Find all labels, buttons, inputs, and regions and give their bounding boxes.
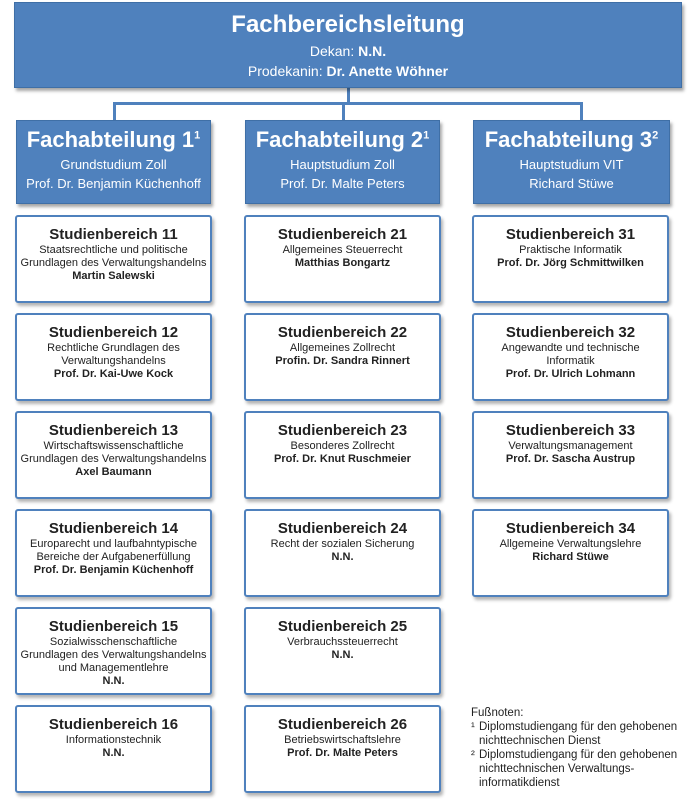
- footnote-mark: 2: [652, 129, 659, 142]
- department-2-box: [245, 120, 440, 204]
- study-area-31: [472, 215, 669, 303]
- study-area-head: Matthias Bongartz: [294, 257, 391, 269]
- department-subtitle: Hauptstudium Zoll: [290, 157, 395, 172]
- study-area-22: [244, 313, 441, 401]
- department-title-text: Fachabteilung 3: [484, 127, 653, 152]
- study-area-title: Studienbereich 24: [277, 520, 408, 537]
- study-area-title: Studienbereich 15: [48, 618, 179, 635]
- description-line: Informationstechnik: [65, 734, 162, 746]
- study-area-head: Prof. Dr. Malte Peters: [287, 747, 398, 759]
- study-area-21: [244, 215, 441, 303]
- connector-horizontal: [113, 102, 583, 105]
- footnote-1: [471, 720, 697, 748]
- study-area-title: Studienbereich 25: [277, 618, 408, 635]
- study-area-title: Studienbereich 16: [48, 716, 179, 733]
- description-line: Verbrauchssteuerrecht: [287, 636, 398, 648]
- study-area-head: Prof. Dr. Kai-Uwe Kock: [53, 368, 174, 380]
- description-line: Allgemeines Zollrecht: [289, 342, 396, 354]
- study-area-25: [244, 607, 441, 695]
- description-line: Betriebswirtschaftslehre: [284, 734, 401, 746]
- study-area-15: [15, 607, 212, 695]
- department-subtitle: Hauptstudium VIT: [519, 157, 624, 172]
- study-area-title: Studienbereich 23: [277, 422, 408, 439]
- description-line: Rechtliche Grundlagen des: [47, 342, 180, 354]
- department-3-box: [473, 120, 670, 204]
- description-line: Besonderes Zollrecht: [290, 440, 395, 452]
- department-title-text: Fachabteilung 2: [255, 127, 424, 152]
- study-area-description: [246, 734, 439, 747]
- study-area-16: [15, 705, 212, 793]
- description-line: Verwaltungshandelns: [61, 355, 166, 367]
- study-area-head: Prof. Dr. Knut Ruschmeier: [274, 453, 411, 465]
- vice-dean-name: Dr. Anette Wöhner: [326, 63, 449, 79]
- study-area-head: N.N.: [331, 551, 354, 563]
- study-area-34: [472, 509, 669, 597]
- study-area-title: Studienbereich 26: [277, 716, 408, 733]
- study-area-description: [17, 244, 210, 270]
- department-subtitle: Grundstudium Zoll: [60, 157, 167, 172]
- footnote-text: Diplomstudiengang für den gehobenen nichttechnischen Verwaltungs-informatikdienst: [479, 749, 678, 789]
- study-area-description: [246, 538, 439, 551]
- department-title-text: Fachabteilung 1: [26, 127, 195, 152]
- study-area-14: [15, 509, 212, 597]
- footnote-mark: ²: [471, 749, 475, 761]
- footnote-text: Diplomstudiengang für den gehobenen nichttechnischen Dienst: [479, 721, 678, 747]
- study-area-description: [474, 244, 667, 257]
- study-area-head: Prof. Dr. Benjamin Küchenhoff: [33, 564, 194, 576]
- study-area-description: [246, 636, 439, 649]
- footnote-mark: 1: [194, 129, 201, 142]
- description-line: Europarecht und laufbahntypische: [30, 538, 197, 550]
- study-area-head: Prof. Dr. Ulrich Lohmann: [505, 368, 636, 380]
- department-title: [474, 127, 669, 153]
- study-area-26: [244, 705, 441, 793]
- description-line: Recht der sozialen Sicherung: [270, 538, 415, 550]
- study-area-description: [17, 734, 210, 747]
- study-area-11: [15, 215, 212, 303]
- department-title: [17, 127, 210, 153]
- study-area-24: [244, 509, 441, 597]
- footnotes-heading: Fußnoten:: [471, 707, 524, 719]
- description-line: Wirtschaftswissenschaftliche: [43, 440, 184, 452]
- study-area-head: Martin Salewski: [72, 270, 155, 282]
- study-area-title: Studienbereich 21: [277, 226, 408, 243]
- faculty-management-title: Fachbereichsleitung: [231, 11, 465, 38]
- study-area-head: N.N.: [102, 747, 125, 759]
- department-head: Prof. Dr. Benjamin Küchenhoff: [26, 176, 201, 191]
- study-area-description: [474, 342, 667, 368]
- study-area-13: [15, 411, 212, 499]
- study-area-description: [474, 538, 667, 551]
- study-area-description: [246, 342, 439, 355]
- study-area-head: Prof. Dr. Jörg Schmittwilken: [497, 257, 644, 269]
- faculty-management-box: [14, 2, 682, 88]
- study-area-description: [246, 440, 439, 453]
- footnote-2: [471, 748, 697, 790]
- study-area-description: [17, 538, 210, 564]
- study-area-title: Studienbereich 31: [505, 226, 636, 243]
- description-line: Praktische Informatik: [519, 244, 622, 256]
- study-area-title: Studienbereich 11: [49, 226, 178, 243]
- connector-dept-2: [342, 102, 345, 120]
- study-area-32: [472, 313, 669, 401]
- study-area-head: Richard Stüwe: [532, 551, 609, 563]
- description-line: Grundlagen des Verwaltungshandelns: [20, 649, 207, 661]
- study-area-title: Studienbereich 32: [505, 324, 636, 341]
- study-area-head: Axel Baumann: [75, 466, 152, 478]
- study-area-description: [474, 440, 667, 453]
- description-line: Staatsrechtliche und politische: [39, 244, 188, 256]
- study-area-title: Studienbereich 34: [505, 520, 636, 537]
- description-line: Sozialwisschenschaftliche: [49, 636, 178, 648]
- study-area-23: [244, 411, 441, 499]
- description-line: Grundlagen des Verwaltungshandelns: [20, 453, 207, 465]
- study-area-33: [472, 411, 669, 499]
- study-area-title: Studienbereich 33: [505, 422, 636, 439]
- study-area-title: Studienbereich 13: [48, 422, 179, 439]
- dean-label: Dekan:: [309, 43, 359, 59]
- study-area-description: [246, 244, 439, 257]
- department-1-box: [16, 120, 211, 204]
- description-line: Allgemeines Steuerrecht: [282, 244, 403, 256]
- study-area-description: [17, 440, 210, 466]
- footnote-mark: 1: [423, 129, 430, 142]
- dean-line: [15, 43, 681, 59]
- department-head: Richard Stüwe: [529, 176, 614, 191]
- connector-dept-3: [580, 102, 583, 120]
- description-line: Allgemeine Verwaltungslehre: [499, 538, 642, 550]
- description-line: Bereiche der Aufgabenerfüllung: [36, 551, 191, 563]
- study-area-head: N.N.: [102, 675, 125, 687]
- connector-dept-1: [113, 102, 116, 120]
- description-line: Grundlagen des Verwaltungshandelns: [20, 257, 207, 269]
- study-area-title: Studienbereich 22: [277, 324, 408, 341]
- study-area-12: [15, 313, 212, 401]
- study-area-title: Studienbereich 12: [48, 324, 179, 341]
- study-area-head: N.N.: [331, 649, 354, 661]
- dean-name: N.N.: [358, 43, 387, 59]
- department-head: Prof. Dr. Malte Peters: [280, 176, 405, 191]
- vice-dean-label: Prodekanin:: [247, 63, 327, 79]
- study-area-description: [17, 342, 210, 368]
- department-title: [246, 127, 439, 153]
- study-area-head: Prof. Dr. Sascha Austrup: [505, 453, 636, 465]
- study-area-title: Studienbereich 14: [48, 520, 179, 537]
- description-line: Angewandte und technische Informatik: [501, 342, 640, 367]
- description-line: Verwaltungsmanagement: [508, 440, 633, 452]
- study-area-description: [17, 636, 210, 675]
- footnotes: [471, 706, 697, 790]
- vice-dean-line: [15, 63, 681, 79]
- study-area-head: Profin. Dr. Sandra Rinnert: [275, 355, 410, 367]
- description-line: und Managementlehre: [58, 662, 169, 674]
- footnote-mark: ¹: [471, 721, 475, 733]
